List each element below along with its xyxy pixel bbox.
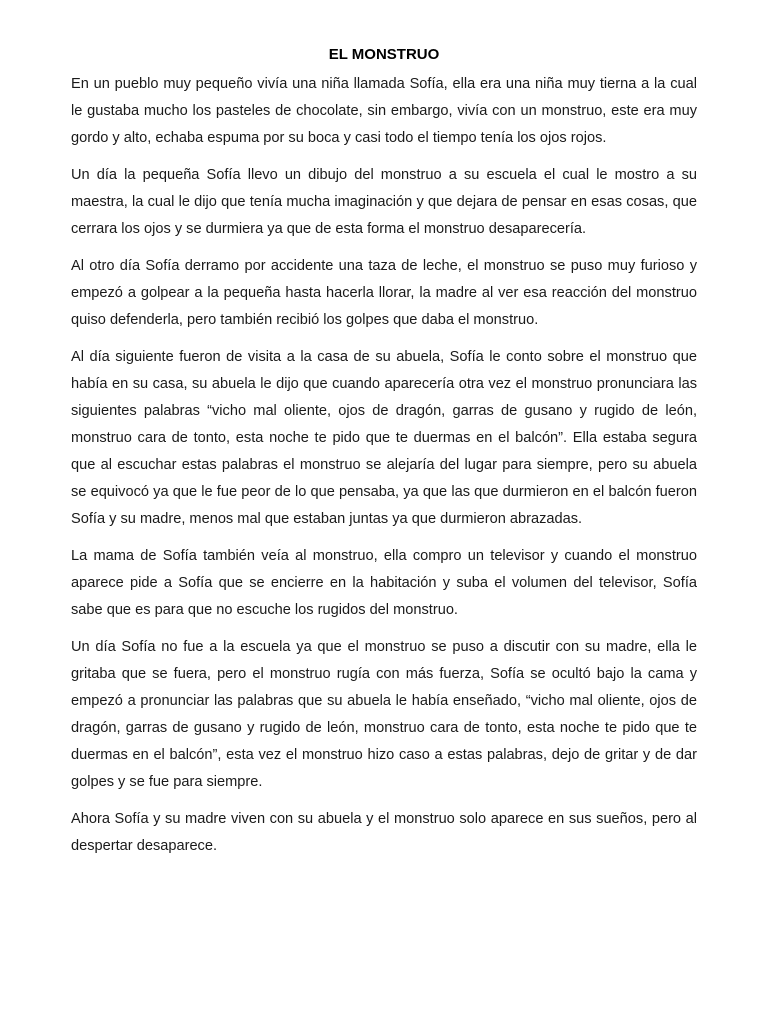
paragraph: Ahora Sofía y su madre viven con su abuela y el monstruo solo aparece en sus sueños, pero al despertar desaparece. bbox=[71, 811, 697, 854]
paragraph: Un día la pequeña Sofía llevo un dibujo del monstruo a su escuela el cual le mostro a su maestra, la cual le dijo que tenía mucha imaginación y que dejara de pensar en esas cosas, que cerrara los ojos y se durmiera ya que de esta forma el monstruo desaparecería. bbox=[71, 167, 697, 237]
document-title: EL MONSTRUO bbox=[328, 46, 440, 63]
paragraph: Al otro día Sofía derramo por accidente una taza de leche, el monstruo se puso muy furioso y empezó a golpear a la pequeña hasta hacerla llorar, la madre al ver esa reacción del monstruo quiso defenderla, pero también recibió los golpes que daba el monstruo. bbox=[71, 258, 697, 328]
paragraph: Un día Sofía no fue a la escuela ya que el monstruo se puso a discutir con su madre, ella le gritaba que se fuera, pero el monstruo rugía con más fuerza, Sofía se ocultó bajo la cama y empezó a pronunciar las palabras que su abuela le había enseñado, “vicho mal oliente, ojos de dragón, garras de gusano y rugido de león, monstruo cara de tonto, esta noche te pido que te duermas en el balcón”, esta vez el monstruo hizo caso a estas palabras, dejo de gritar y de dar golpes y se fue para siempre. bbox=[71, 639, 697, 790]
paragraph: En un pueblo muy pequeño vivía una niña llamada Sofía, ella era una niña muy tierna a la cual le gustaba mucho los pasteles de chocolate, sin embargo, vivía con un monstruo, este era muy gordo y alto, echaba espuma por su boca y casi todo el tiempo tenía los ojos rojos. bbox=[71, 76, 697, 146]
paragraph: La mama de Sofía también veía al monstruo, ella compro un televisor y cuando el monstruo aparece pide a Sofía que se encierre en la habitación y suba el volumen del televisor, Sofía sabe que es para que no escuche los rugidos del monstruo. bbox=[71, 548, 697, 618]
document-body bbox=[71, 71, 697, 870]
paragraph: Al día siguiente fueron de visita a la casa de su abuela, Sofía le conto sobre el monstruo que había en su casa, su abuela le dijo que cuando aparecería otra vez el monstruo pronunciara las siguientes palabras “vicho mal oliente, ojos de dragón, garras de gusano y rugido de león, monstruo cara de tonto, esta noche te pido que te duermas en el balcón”. Ella estaba segura que al escuchar estas palabras el monstruo se alejaría del lugar para siempre, pero su abuela se equivocó ya que le fue peor de lo que pensaba, ya que las que durmieron en el balcón fueron Sofía y su madre, menos mal que estaban juntas ya que durmieron abrazadas. bbox=[71, 349, 697, 527]
